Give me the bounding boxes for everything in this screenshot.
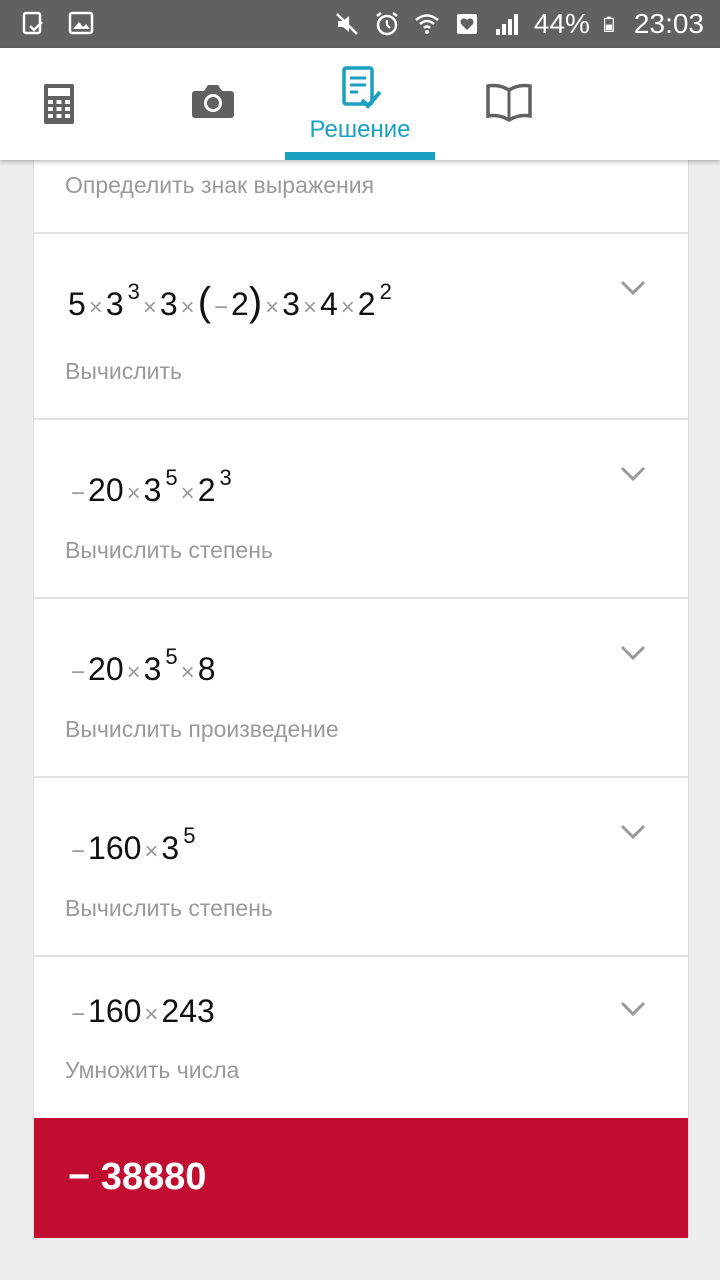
clock: 23:03	[633, 8, 704, 39]
expr-term: 3	[143, 472, 162, 508]
step-description: Вычислить произведение	[65, 716, 339, 742]
expr-term: 3	[161, 830, 180, 866]
tab-bar	[0, 48, 720, 160]
chevron-down-icon[interactable]	[620, 280, 646, 296]
expr-exponent: 5	[165, 644, 178, 669]
expr-exponent: 3	[127, 279, 140, 304]
camera-icon	[192, 84, 234, 118]
solution-steps	[33, 160, 689, 1238]
battery-percent: 44%	[533, 8, 590, 39]
chevron-down-icon[interactable]	[620, 1001, 646, 1017]
expr-paren-open: (	[197, 280, 212, 324]
step-description: Вычислить степень	[65, 537, 273, 563]
tab-camera[interactable]	[170, 48, 260, 160]
battery-icon	[604, 11, 620, 37]
expr-term: 20	[88, 472, 124, 508]
image-notification-icon	[68, 10, 94, 36]
tab-solution-label: Решение	[309, 116, 411, 143]
expr-term: 20	[88, 651, 124, 687]
expr-term: 243	[161, 993, 215, 1029]
step-expression	[68, 280, 392, 325]
step-expression	[68, 644, 216, 688]
solution-step[interactable]	[34, 420, 688, 599]
expr-term: 5	[68, 286, 86, 322]
status-bar	[0, 0, 720, 48]
solution-step[interactable]	[34, 234, 688, 420]
signal-icon	[494, 11, 520, 37]
expr-term: 160	[88, 993, 142, 1029]
expr-operator: ×	[340, 294, 355, 321]
book-icon	[486, 82, 532, 122]
solution-icon	[342, 66, 382, 112]
solution-step[interactable]	[34, 778, 688, 957]
wifi-icon	[414, 11, 440, 37]
expr-operator: ×	[180, 659, 195, 686]
expr-operator: ×	[88, 294, 103, 321]
expr-minus: −	[71, 838, 86, 865]
step-description: Умножить числа	[65, 1057, 240, 1083]
expr-term: 3	[105, 286, 124, 322]
tab-calculator[interactable]	[20, 48, 100, 160]
chevron-down-icon[interactable]	[620, 824, 646, 840]
expr-exponent: 5	[183, 823, 196, 848]
result-value: − 38880	[68, 1156, 207, 1198]
heart-icon	[454, 11, 480, 37]
step-description: Вычислить степень	[65, 895, 273, 921]
solution-step[interactable]	[34, 599, 688, 778]
phone-notification-icon	[20, 10, 46, 36]
expr-operator: ×	[180, 480, 195, 507]
chevron-down-icon[interactable]	[620, 466, 646, 482]
expr-term: 2	[357, 286, 376, 322]
step-expression	[68, 465, 232, 509]
expr-operator: ×	[142, 294, 157, 321]
expr-exponent: 2	[379, 279, 392, 304]
expr-term: 160	[88, 830, 142, 866]
expr-term: 4	[319, 286, 338, 322]
expr-minus: −	[214, 294, 229, 321]
expr-operator: ×	[180, 294, 195, 321]
alarm-icon	[374, 11, 400, 37]
expr-term: 2	[231, 286, 249, 322]
expr-paren-close: )	[248, 280, 263, 324]
expr-operator: ×	[144, 1001, 159, 1028]
expr-operator: ×	[126, 659, 141, 686]
tab-solution[interactable]	[285, 48, 435, 160]
step-description: Вычислить	[65, 358, 182, 384]
expr-minus: −	[71, 1001, 86, 1028]
expr-exponent: 3	[219, 465, 232, 490]
expr-operator: ×	[126, 480, 141, 507]
expr-minus: −	[71, 480, 86, 507]
solution-step	[34, 160, 688, 234]
expr-term: 3	[143, 651, 162, 687]
step-expression	[68, 993, 215, 1030]
expr-operator: ×	[265, 294, 280, 321]
step-expression	[68, 823, 196, 867]
active-tab-indicator	[285, 152, 435, 160]
expr-term: 3	[159, 286, 178, 322]
tab-book[interactable]	[470, 48, 550, 160]
final-result	[34, 1118, 688, 1238]
expr-term: 2	[197, 472, 216, 508]
expr-exponent: 5	[165, 465, 178, 490]
step-description: Определить знак выражения	[65, 172, 375, 198]
expr-minus: −	[71, 659, 86, 686]
solution-step[interactable]	[34, 957, 688, 1118]
expr-term: 8	[197, 651, 216, 687]
calculator-icon	[44, 84, 74, 124]
expr-operator: ×	[302, 294, 317, 321]
chevron-down-icon[interactable]	[620, 645, 646, 661]
mute-icon	[334, 11, 360, 37]
expr-operator: ×	[144, 838, 159, 865]
expr-term: 3	[282, 286, 300, 322]
